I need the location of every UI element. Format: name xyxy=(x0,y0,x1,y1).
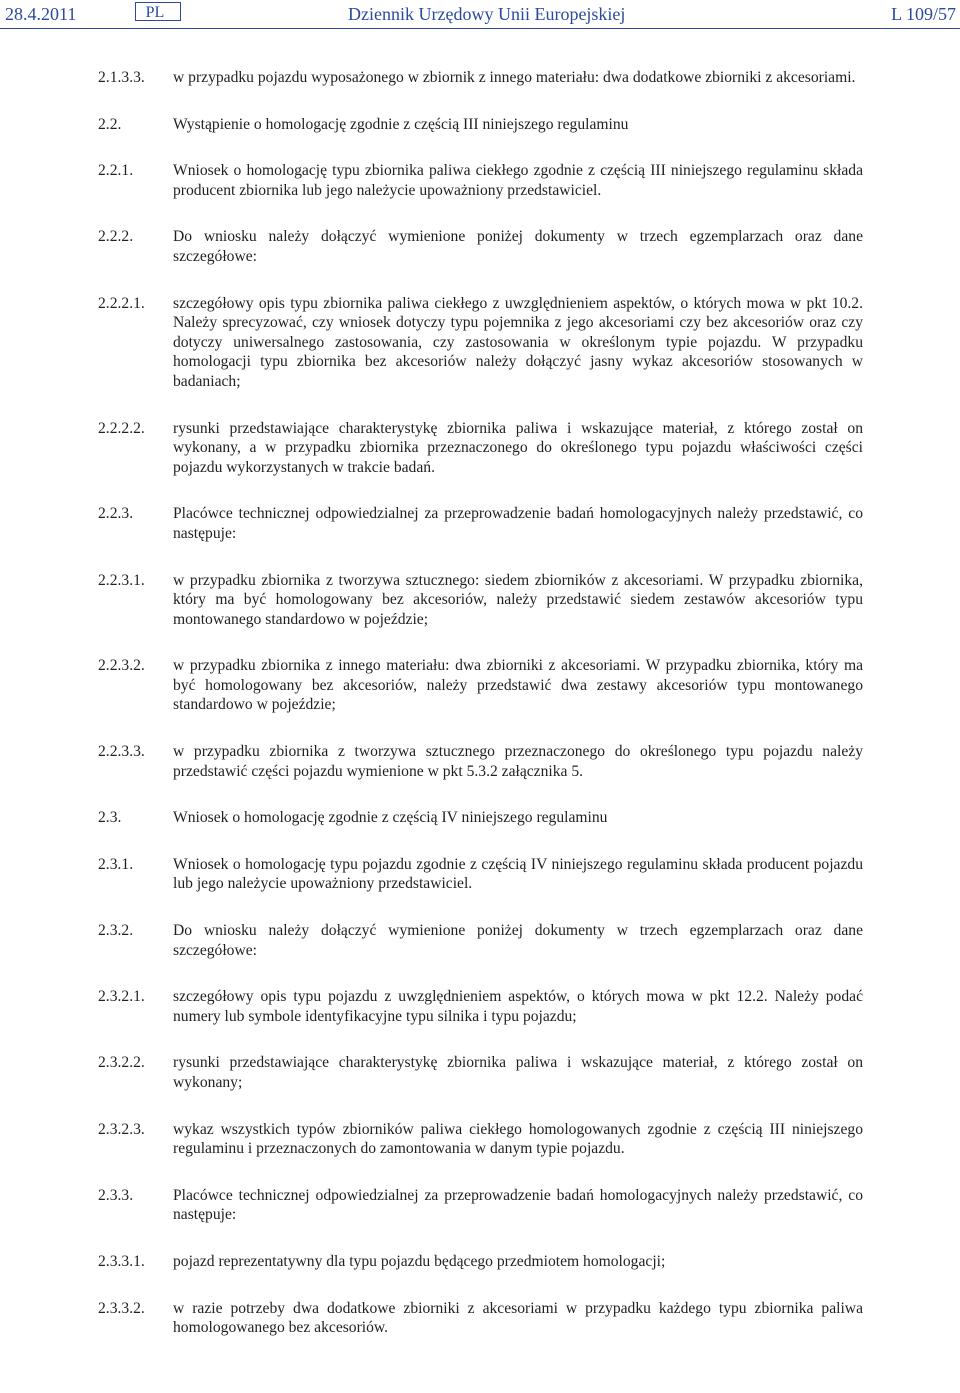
paragraph-number: 2.1.3.3. xyxy=(98,69,145,86)
paragraph-number: 2.2.3.1. xyxy=(98,571,145,589)
paragraph-2-2-2 xyxy=(98,227,863,266)
paragraph-text: Wniosek o homologację typu pojazdu zgodnie z częścią IV niniejszego regulaminu składa producent pojazdu lub jego należycie upoważniony przedstawiciel. xyxy=(173,855,863,893)
paragraph-text: Do wniosku należy dołączyć wymienione poniżej dokumenty w trzech egzemplarzach oraz dane szczegółowe: xyxy=(173,228,863,265)
paragraph-text: w przypadku zbiornika z tworzywa sztucznego: siedem zbiorników z akcesoriami. W przypadku zbiornika, który ma być homologowany bez akcesoriów, należy przedstawić siedem zestawów akcesoriów typu montowanego standardowo w pojeździe; xyxy=(173,571,863,628)
paragraph-2-3-2-3 xyxy=(98,1120,863,1159)
paragraph-number: 2.3.2.2. xyxy=(98,1054,145,1072)
paragraph-2-3-2-2 xyxy=(98,1053,863,1092)
paragraph-text: w przypadku pojazdu wyposażonego w zbiornik z innego materiału: dwa dodatkowe zbiorniki z akcesoriami. xyxy=(173,69,856,86)
paragraph-2-2-3-3 xyxy=(98,742,863,781)
paragraph-number: 2.3.2.3. xyxy=(98,1120,145,1138)
paragraph-text: Wniosek o homologację typu zbiornika paliwa ciekłego zgodnie z częścią III niniejszego regulaminu składa producent zbiornika lub jego należycie upoważniony przedstawiciel. xyxy=(173,162,863,199)
paragraph-2-3-2 xyxy=(98,921,863,960)
paragraph-2-3-1 xyxy=(98,855,863,894)
paragraph-number: 2.2.3. xyxy=(98,505,134,523)
paragraph-2-2-3 xyxy=(98,504,863,543)
paragraph-number: 2.3. xyxy=(98,809,122,827)
document-body xyxy=(98,68,863,1338)
journal-title: Dziennik Urzędowy Unii Europejskiej xyxy=(348,4,626,24)
paragraph-2-2-2-1 xyxy=(98,294,863,392)
paragraph-text: wykaz wszystkich typów zbiorników paliwa ciekłego homologowanych zgodnie z częścią III niniejszego regulaminu i przeznaczonych do zamontowania w danym typie pojazdu. xyxy=(173,1120,863,1158)
section-heading: Wystąpienie o homologację zgodnie z częścią III niniejszego regulaminu xyxy=(173,115,629,133)
paragraph-number: 2.2.2.1. xyxy=(98,294,145,312)
paragraph-2-3-3-2 xyxy=(98,1299,863,1338)
paragraph-number: 2.3.3. xyxy=(98,1186,134,1204)
paragraph-2-2-1 xyxy=(98,161,863,200)
paragraph-2-2-2-2 xyxy=(98,419,863,478)
paragraph-2-2-3-1 xyxy=(98,571,863,630)
paragraph-number: 2.2.3.3. xyxy=(98,743,145,761)
paragraph-number: 2.2.3.2. xyxy=(98,657,145,675)
paragraph-2-2-3-2 xyxy=(98,656,863,715)
paragraph-text: rysunki przedstawiające charakterystykę zbiornika paliwa i wskazujące materiał, z którego został on wykonany, a w przypadku zbiornika przeznaczonego do określonego typu pojazdu właściwości części pojazdu wykorzystanych w trakcie badań. xyxy=(173,419,863,476)
paragraph-2-3-3-1 xyxy=(98,1252,863,1272)
paragraph-text: w przypadku zbiornika z tworzywa sztucznego przeznaczonego do określonego typu pojazdu należy przedstawić części pojazdu wymienione w pkt 5.3.2 załącznika 5. xyxy=(173,743,863,780)
paragraph-2-3-3 xyxy=(98,1186,863,1225)
paragraph-number: 2.3.2.1. xyxy=(98,988,145,1006)
paragraph-text: Placówce technicznej odpowiedzialnej za przeprowadzenie badań homologacyjnych należy przedstawić, co następuje: xyxy=(173,505,863,542)
paragraph-number: 2.3.1. xyxy=(98,855,134,873)
language-badge: PL xyxy=(135,2,181,21)
section-heading: Wniosek o homologację zgodnie z częścią IV niniejszego regulaminu xyxy=(173,809,608,827)
header-rule xyxy=(0,28,960,29)
paragraph-text: rysunki przedstawiające charakterystykę zbiornika paliwa i wskazujące materiał, z którego został on wykonany; xyxy=(173,1054,863,1091)
page-reference: L 109/57 xyxy=(891,4,956,24)
paragraph-number: 2.3.3.2. xyxy=(98,1299,145,1317)
paragraph-number: 2.2.2.2. xyxy=(98,419,145,437)
paragraph-2-3-2-1 xyxy=(98,987,863,1026)
paragraph-number: 2.3.2. xyxy=(98,922,134,940)
page-header xyxy=(0,4,960,26)
publication-date: 28.4.2011 xyxy=(5,4,77,24)
paragraph-text: Placówce technicznej odpowiedzialnej za przeprowadzenie badań homologacyjnych należy przedstawić, co następuje: xyxy=(173,1186,863,1224)
heading-2-3 xyxy=(98,808,863,828)
paragraph-text: szczegółowy opis typu zbiornika paliwa ciekłego z uwzględnieniem aspektów, o których mowa w pkt 10.2. Należy sprecyzować, czy wniosek dotyczy typu pojemnika z jego akcesoriami czy bez akcesoriów oraz czy dotyczy uniwersalnego zastosowania, czy zastosowania w określonym typie pojazdu. W przypadku homologacji typu zbiornika bez akcesoriów należy dołączyć jasny wykaz akcesoriów stosowanych w badaniach; xyxy=(173,294,863,390)
paragraph-number: 2.2. xyxy=(98,115,122,133)
paragraph-number: 2.2.2. xyxy=(98,228,134,246)
paragraph-text: w razie potrzeby dwa dodatkowe zbiorniki z akcesoriami w przypadku każdego typu zbiornika paliwa homologowanego bez akcesoriów. xyxy=(173,1299,863,1337)
paragraph-text: Do wniosku należy dołączyć wymienione poniżej dokumenty w trzech egzemplarzach oraz dane szczegółowe: xyxy=(173,922,863,959)
heading-2-2 xyxy=(98,115,863,135)
paragraph-text: szczegółowy opis typu pojazdu z uwzględnieniem aspektów, o których mowa w pkt 12.2. Należy podać numery lub symbole identyfikacyjne typu silnika i typu pojazdu; xyxy=(173,988,863,1025)
paragraph-2-1-3-3 xyxy=(98,68,863,88)
paragraph-number: 2.2.1. xyxy=(98,162,134,180)
paragraph-text: w przypadku zbiornika z innego materiału: dwa zbiorniki z akcesoriami. W przypadku zbiornika, który ma być homologowany bez akcesoriów, należy przedstawić dwa zestawy akcesoriów typu montowanego standardowo w pojeździe; xyxy=(173,657,863,714)
paragraph-number: 2.3.3.1. xyxy=(98,1252,145,1270)
paragraph-text: pojazd reprezentatywny dla typu pojazdu będącego przedmiotem homologacji; xyxy=(173,1252,666,1270)
